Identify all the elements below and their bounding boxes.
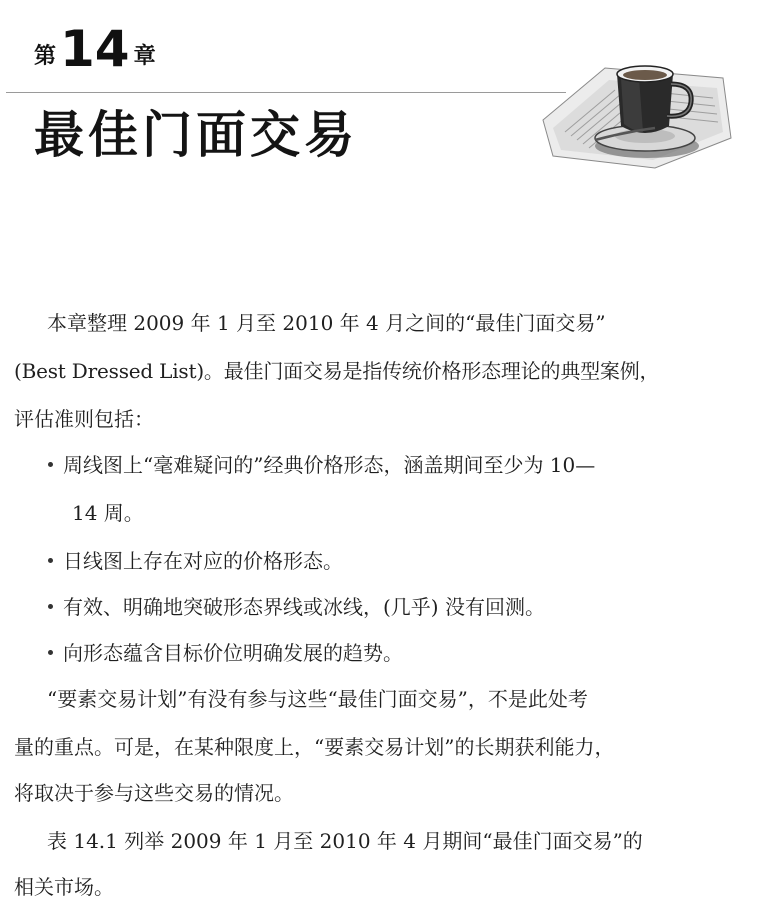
chapter-number: 14 <box>60 20 130 78</box>
bullet-continuation: 14 周。 <box>72 501 144 525</box>
paragraph-line: 相关市场。 <box>14 875 114 899</box>
bullet-dot <box>48 462 53 467</box>
bullet-dot <box>48 558 53 563</box>
chapter-label <box>34 20 156 78</box>
paragraph-line: 将取决于参与这些交易的情况。 <box>14 781 294 805</box>
bullet-text: 日线图上存在对应的价格形态。 <box>63 549 343 573</box>
bullet-text: 向形态蕴含目标价位明确发展的趋势。 <box>63 641 403 665</box>
bullet-dot <box>48 604 53 609</box>
paragraph-line: “要素交易计划”有没有参与这些“最佳门面交易”，不是此处考 <box>47 687 588 711</box>
bullet-item <box>48 546 343 576</box>
coffee-cup-newspaper-icon <box>535 28 735 178</box>
chapter-prefix: 第 <box>34 44 57 69</box>
bullet-dot <box>48 650 53 655</box>
paragraph-line: 量的重点。可是，在某种限度上，“要素交易计划”的长期获利能力， <box>14 735 615 759</box>
bullet-text: 有效、明确地突破形态界线或冰线，(几乎) 没有回测。 <box>63 595 545 619</box>
paragraph-line: 评估准则包括： <box>14 407 154 431</box>
bullet-item <box>48 450 595 480</box>
bullet-item <box>48 638 403 668</box>
paragraph-line: (Best Dressed List)。最佳门面交易是指传统价格形态理论的典型案例， <box>14 359 660 383</box>
chapter-suffix: 章 <box>133 44 156 69</box>
paragraph-line: 表 14.1 列举 2009 年 1 月至 2010 年 4 月期间“最佳门面交易”的 <box>47 829 643 853</box>
bullet-item <box>48 592 545 622</box>
paragraph-line: 本章整理 2009 年 1 月至 2010 年 4 月之间的“最佳门面交易” <box>47 311 606 335</box>
chapter-title: 最佳门面交易 <box>34 106 358 164</box>
header-rule <box>6 92 566 93</box>
bullet-text: 周线图上“毫难疑问的”经典价格形态，涵盖期间至少为 10— <box>63 453 596 477</box>
